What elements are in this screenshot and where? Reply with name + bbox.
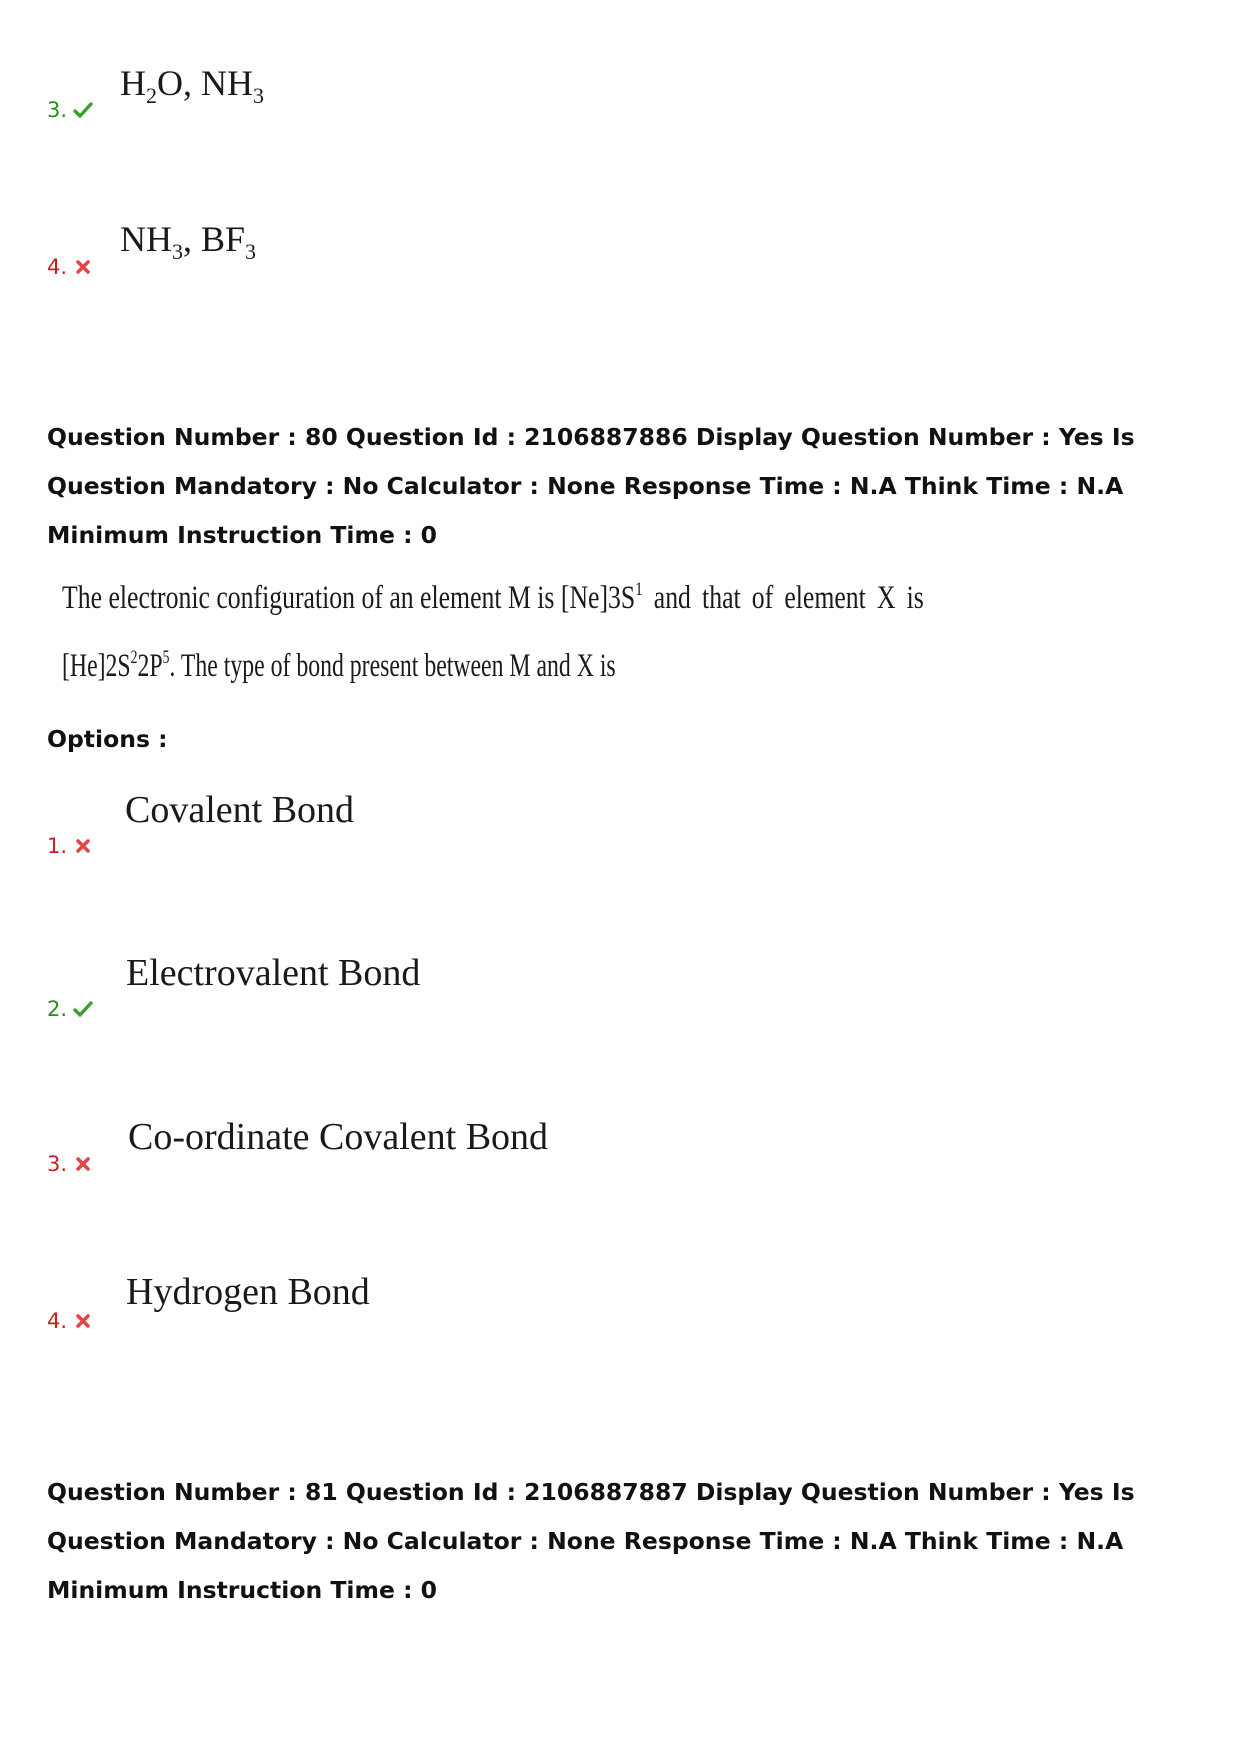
- option-text: Covalent Bond: [125, 789, 355, 831]
- cross-icon: [73, 1154, 93, 1174]
- option-number: 3.: [47, 1152, 68, 1176]
- option-marker: [47, 1309, 93, 1333]
- option-text: $H_2O$, $NH_3$: [120, 63, 264, 109]
- option-number: 4.: [47, 255, 68, 279]
- option-marker: [47, 1152, 93, 1176]
- question-meta: Question Number : 80 Question Id : 2106887886 Display Question Number : Yes Is Question Mandatory : No Calculator : None Response Time : N.A Think Time : N.A Minimum Instruction Time : 0: [47, 423, 1135, 549]
- question-meta: Question Number : 81 Question Id : 2106887887 Display Question Number : Yes Is Question Mandatory : No Calculator : None Response Time : N.A Think Time : N.A Minimum Instruction Time : 0: [47, 1478, 1135, 1604]
- cross-icon: [73, 257, 93, 277]
- option-marker: [47, 997, 93, 1021]
- option-marker: [47, 834, 93, 858]
- option-text: Electrovalent Bond: [126, 952, 421, 994]
- option-text: Hydrogen Bond: [126, 1271, 370, 1313]
- option-number: 4.: [47, 1309, 68, 1333]
- question-text-line: $[He]2S^22P^5$. The type of bond present between M and X is: [62, 647, 616, 684]
- option-marker: [47, 98, 93, 122]
- option-number: 3.: [47, 98, 68, 122]
- options-label: Options :: [47, 725, 168, 753]
- option-text: Co-ordinate Covalent Bond: [128, 1116, 549, 1158]
- cross-icon: [73, 1311, 93, 1331]
- option-number: 2.: [47, 997, 68, 1021]
- cross-icon: [73, 836, 93, 856]
- check-icon: [73, 999, 93, 1019]
- option-marker: [47, 255, 93, 279]
- question-text-line: The electronic configuration of an element M is $[Ne]3S^1$ and that of element X is: [62, 579, 924, 616]
- check-icon: [73, 100, 93, 120]
- option-text: $NH_3$, $BF_3$: [120, 219, 257, 265]
- option-number: 1.: [47, 834, 68, 858]
